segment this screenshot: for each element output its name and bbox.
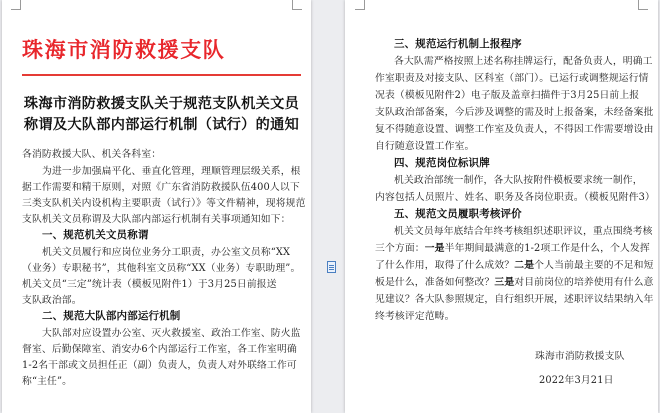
paragraph-line: 支队机关文员称谓及大队部内部运行机制有关事项通知如下：: [22, 214, 291, 225]
paragraph-line: 内容包括人员照片、姓名、职务及各岗位职责。（模板见附件3）: [375, 192, 655, 203]
paragraph-line: [375, 257, 654, 271]
paragraph-line: （业务）专职秘书”，其他科室文员称“XX（业务）专职助理”。: [22, 263, 301, 274]
document-page-1: [2, 0, 311, 413]
section-heading-5: 五、规范文员履职考核评价: [394, 208, 522, 220]
paragraph-line: [375, 240, 650, 254]
text-run: 对目前岗位的培养使用有什么意: [514, 277, 654, 288]
paragraph-line: 称“主任”。: [22, 376, 73, 387]
section-heading-4: 四、规范岗位标识牌: [394, 157, 490, 169]
emphasis-run: 三是: [494, 277, 515, 288]
paragraph-line: 复不得随意设置、调整工作室及负责人，不得因工作需要增设由: [375, 124, 654, 135]
paragraph-line: 机关文员每年底结合年终考核组织述职评议，重点围绕考核: [394, 226, 653, 237]
red-header-rule: [22, 74, 301, 76]
paragraph-line: 1-2名干部或文员担任正（副）负责人，负责人对外联络工作可: [22, 360, 297, 371]
document-page-2: [345, 0, 658, 413]
paragraph-line: 终考核评定范畴。: [375, 311, 455, 322]
document-header: 珠海市消防救援支队: [22, 37, 226, 62]
paragraph-line: 支队政治部备案，今后涉及调整的需及时上报备案，未经备案批: [375, 107, 654, 118]
crop-mark-top-right: [638, 0, 648, 10]
paragraph-line: 机关政治部统一制作，各大队按附件模板要求统一制作，: [394, 175, 643, 186]
paragraph-line: [375, 274, 654, 288]
paragraph-line: 作室职责及对接支队、区科室（部门）。已运行或调整规运行情: [375, 73, 649, 84]
emphasis-run: 二是: [514, 260, 535, 271]
paragraph-line: 为进一步加强扁平化、垂直化管理，理顺管理层级关系，根: [42, 166, 301, 177]
signature-organization: 珠海市消防救援支队: [535, 351, 625, 362]
paragraph-line: 况表（模板见附件2）电子版及盖章扫描件于3月25日前上报: [375, 90, 640, 101]
text-run: 板是什么，准备如何整改？: [375, 277, 495, 288]
comment-marker-icon[interactable]: [327, 261, 336, 273]
text-run: 三个方面：: [375, 243, 425, 254]
paragraph-line: 据工作需要和精干原则，对照《广东省消防救援队伍400人以下: [22, 182, 300, 193]
text-run: 了什么作用，取得了什么成效？: [375, 260, 515, 271]
text-run: 半年期间最满意的1-2项工作是什么，个人发挥: [444, 243, 650, 254]
crop-mark-top-left: [355, 0, 365, 10]
paragraph-line: 支队政治部。: [22, 295, 82, 306]
section-heading-2: 二、规范大队部内部运行机制: [42, 310, 181, 322]
salutation: 各消防救援大队、机关各科室：: [22, 149, 162, 160]
section-heading-3: 三、规范运行机制上报程序: [394, 38, 522, 50]
paragraph-line: 自行随意设置工作室。: [375, 141, 475, 152]
emphasis-run: 一是: [424, 243, 445, 254]
signature-date: 2022年3月21日: [539, 375, 614, 386]
section-heading-1: 一、规范机关文员称谓: [42, 229, 149, 241]
paragraph-line: 督室、后勤保障室、消安办6个内部运行工作室，各工作室明确: [22, 344, 297, 355]
paragraph-line: 机关文员“三定”统计表（模板见附件1）于3月25日前报送: [22, 279, 277, 290]
paragraph-line: 见建议？各大队参照规定，自行组织开展，述职评议结果纳入年: [375, 294, 654, 305]
document-title-line-2: 称谓及大队部内部运行机制（试行）的通知: [23, 117, 300, 133]
crop-mark-top-right: [292, 0, 302, 10]
crop-mark-top-left: [11, 0, 21, 10]
paragraph-line: 大队部对应设置办公室、灭火救援室、政治工作室、防火监: [42, 328, 301, 339]
text-run: 个人当前最主要的不足和短: [534, 260, 654, 271]
document-title-line-1: 珠海市消防救援支队关于规范支队机关文员: [23, 96, 300, 112]
paragraph-line: 各大队需严格按照上述名称挂牌运行，配备负责人，明确工: [394, 56, 653, 67]
paragraph-line: 机关文员履行和应岗位业务分工职责，办公室文员称“XX: [42, 247, 291, 258]
paragraph-line: 三类支队机关内设机构主要职责（试行）》等文件精神，现将规范: [22, 198, 306, 209]
